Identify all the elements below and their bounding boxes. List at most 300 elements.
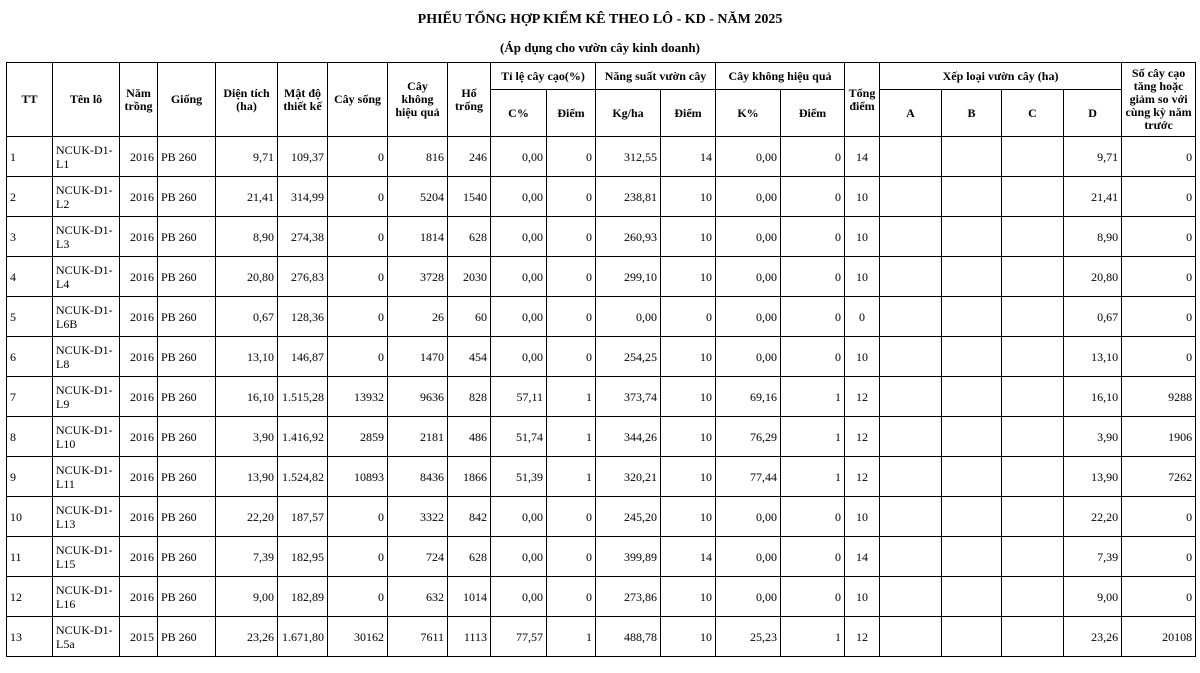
cell-ho-trong: 60 xyxy=(448,297,491,337)
cell-ho-trong: 842 xyxy=(448,497,491,537)
cell-dien-tich: 23,26 xyxy=(216,617,278,657)
cell-c-pct: 0,00 xyxy=(491,177,547,217)
document-title: PHIẾU TỔNG HỢP KIỂM KÊ THEO LÔ - KD - NĂM 2025 xyxy=(417,12,783,27)
cell-dien-tich: 9,00 xyxy=(216,577,278,617)
cell-grade-d: 9,71 xyxy=(1064,137,1122,177)
cell-ten-lo: NCUK-D1-L16 xyxy=(53,577,120,617)
cell-diem-c: 0 xyxy=(547,497,596,537)
cell-dien-tich: 21,41 xyxy=(216,177,278,217)
cell-ten-lo: NCUK-D1-L8 xyxy=(53,337,120,377)
document-subtitle: (Áp dụng cho vườn cây kinh doanh) xyxy=(500,40,700,55)
cell-grade-d: 7,39 xyxy=(1064,537,1122,577)
cell-diem-c: 0 xyxy=(547,137,596,177)
cell-grade-b xyxy=(942,417,1002,457)
cell-grade-a xyxy=(880,537,942,577)
cell-tong-diem: 10 xyxy=(845,577,880,617)
cell-ten-lo: NCUK-D1-L9 xyxy=(53,377,120,417)
cell-ten-lo: NCUK-D1-L3 xyxy=(53,217,120,257)
cell-diem-c: 0 xyxy=(547,537,596,577)
cell-cay-khq: 3322 xyxy=(388,497,448,537)
cell-grade-d: 13,10 xyxy=(1064,337,1122,377)
cell-grade-a xyxy=(880,177,942,217)
cell-nam-trong: 2016 xyxy=(120,537,158,577)
cell-ho-trong: 1540 xyxy=(448,177,491,217)
cell-grade-b xyxy=(942,377,1002,417)
cell-diem-c: 1 xyxy=(547,457,596,497)
table-row xyxy=(7,497,1196,537)
cell-giong: PB 260 xyxy=(158,417,216,457)
header-diem-c: Điểm xyxy=(547,90,596,137)
cell-nam-trong: 2016 xyxy=(120,257,158,297)
cell-ho-trong: 454 xyxy=(448,337,491,377)
cell-diem-c: 1 xyxy=(547,377,596,417)
cell-kg-ha: 312,55 xyxy=(596,137,661,177)
cell-dien-tich: 13,10 xyxy=(216,337,278,377)
cell-mat-do: 1.416,92 xyxy=(278,417,328,457)
header-cay-khong-hq: Cây không hiệu quả xyxy=(716,63,845,90)
cell-cay-song: 10893 xyxy=(328,457,388,497)
cell-grade-c xyxy=(1002,137,1064,177)
cell-k-pct: 0,00 xyxy=(716,497,781,537)
cell-giong: PB 260 xyxy=(158,297,216,337)
cell-cay-khq: 9636 xyxy=(388,377,448,417)
cell-grade-b xyxy=(942,577,1002,617)
cell-grade-b xyxy=(942,537,1002,577)
cell-cay-song: 0 xyxy=(328,297,388,337)
cell-tong-diem: 12 xyxy=(845,617,880,657)
cell-giong: PB 260 xyxy=(158,377,216,417)
cell-grade-d: 13,90 xyxy=(1064,457,1122,497)
table-row xyxy=(7,177,1196,217)
cell-cay-song: 0 xyxy=(328,177,388,217)
cell-kg-ha: 373,74 xyxy=(596,377,661,417)
cell-giong: PB 260 xyxy=(158,457,216,497)
cell-cay-khq: 632 xyxy=(388,577,448,617)
cell-diem-kg: 10 xyxy=(661,257,716,297)
cell-kg-ha: 245,20 xyxy=(596,497,661,537)
cell-dien-tich: 22,20 xyxy=(216,497,278,537)
cell-cay-song: 0 xyxy=(328,137,388,177)
cell-tong-diem: 10 xyxy=(845,337,880,377)
cell-kg-ha: 488,78 xyxy=(596,617,661,657)
table-row xyxy=(7,457,1196,497)
cell-tt: 1 xyxy=(7,137,53,177)
cell-grade-c xyxy=(1002,617,1064,657)
cell-cay-khq: 7611 xyxy=(388,617,448,657)
cell-cay-khq: 1470 xyxy=(388,337,448,377)
cell-grade-a xyxy=(880,257,942,297)
cell-c-pct: 0,00 xyxy=(491,497,547,537)
cell-tong-diem: 12 xyxy=(845,417,880,457)
cell-tong-diem: 12 xyxy=(845,377,880,417)
cell-diem-kg: 10 xyxy=(661,217,716,257)
cell-diem-k: 0 xyxy=(781,337,845,377)
cell-kg-ha: 260,93 xyxy=(596,217,661,257)
cell-ten-lo: NCUK-D1-L2 xyxy=(53,177,120,217)
header-tt: TT xyxy=(7,63,53,137)
cell-grade-c xyxy=(1002,457,1064,497)
cell-dien-tich: 9,71 xyxy=(216,137,278,177)
table-row xyxy=(7,617,1196,657)
cell-grade-a xyxy=(880,617,942,657)
cell-tong-diem: 10 xyxy=(845,177,880,217)
header-so-cay-cao: Số cây cạo tăng hoặc giảm so với cùng kỳ năm trước xyxy=(1122,63,1196,137)
cell-grade-c xyxy=(1002,257,1064,297)
cell-diem-c: 0 xyxy=(547,577,596,617)
cell-tong-diem: 0 xyxy=(845,297,880,337)
cell-mat-do: 314,99 xyxy=(278,177,328,217)
cell-tt: 4 xyxy=(7,257,53,297)
cell-diem-k: 0 xyxy=(781,257,845,297)
cell-diem-k: 0 xyxy=(781,297,845,337)
cell-grade-a xyxy=(880,337,942,377)
cell-kg-ha: 254,25 xyxy=(596,337,661,377)
cell-grade-d: 23,26 xyxy=(1064,617,1122,657)
cell-mat-do: 128,36 xyxy=(278,297,328,337)
cell-ten-lo: NCUK-D1-L13 xyxy=(53,497,120,537)
cell-tt: 6 xyxy=(7,337,53,377)
cell-cay-khq: 1814 xyxy=(388,217,448,257)
cell-diem-c: 0 xyxy=(547,257,596,297)
cell-nam-trong: 2016 xyxy=(120,497,158,537)
header-nam-trong: Năm trồng xyxy=(120,63,158,137)
table-row xyxy=(7,417,1196,457)
cell-cay-song: 13932 xyxy=(328,377,388,417)
cell-k-pct: 0,00 xyxy=(716,297,781,337)
cell-ho-trong: 1014 xyxy=(448,577,491,617)
cell-mat-do: 1.515,28 xyxy=(278,377,328,417)
cell-so-cay-cao: 0 xyxy=(1122,137,1196,177)
cell-ten-lo: NCUK-D1-L4 xyxy=(53,257,120,297)
cell-so-cay-cao: 0 xyxy=(1122,577,1196,617)
cell-giong: PB 260 xyxy=(158,137,216,177)
cell-cay-khq: 5204 xyxy=(388,177,448,217)
cell-k-pct: 0,00 xyxy=(716,137,781,177)
cell-diem-kg: 14 xyxy=(661,537,716,577)
cell-c-pct: 57,11 xyxy=(491,377,547,417)
cell-mat-do: 274,38 xyxy=(278,217,328,257)
cell-ho-trong: 1113 xyxy=(448,617,491,657)
cell-diem-c: 0 xyxy=(547,297,596,337)
cell-tt: 8 xyxy=(7,417,53,457)
cell-k-pct: 0,00 xyxy=(716,217,781,257)
cell-diem-kg: 14 xyxy=(661,137,716,177)
cell-grade-a xyxy=(880,377,942,417)
cell-nam-trong: 2016 xyxy=(120,297,158,337)
cell-grade-c xyxy=(1002,417,1064,457)
cell-grade-a xyxy=(880,497,942,537)
cell-grade-c xyxy=(1002,377,1064,417)
cell-diem-c: 1 xyxy=(547,617,596,657)
cell-dien-tich: 3,90 xyxy=(216,417,278,457)
cell-mat-do: 182,95 xyxy=(278,537,328,577)
header-grade-d: D xyxy=(1064,90,1122,137)
cell-c-pct: 0,00 xyxy=(491,537,547,577)
cell-c-pct: 51,74 xyxy=(491,417,547,457)
header-ten-lo: Tên lô xyxy=(53,63,120,137)
cell-diem-k: 0 xyxy=(781,577,845,617)
cell-tong-diem: 10 xyxy=(845,257,880,297)
cell-mat-do: 182,89 xyxy=(278,577,328,617)
cell-nam-trong: 2016 xyxy=(120,417,158,457)
cell-grade-b xyxy=(942,257,1002,297)
cell-grade-b xyxy=(942,297,1002,337)
cell-ho-trong: 2030 xyxy=(448,257,491,297)
cell-diem-kg: 10 xyxy=(661,377,716,417)
cell-c-pct: 0,00 xyxy=(491,577,547,617)
cell-mat-do: 146,87 xyxy=(278,337,328,377)
cell-ho-trong: 1866 xyxy=(448,457,491,497)
cell-tt: 3 xyxy=(7,217,53,257)
cell-cay-khq: 2181 xyxy=(388,417,448,457)
header-nang-suat: Năng suất vườn cây xyxy=(596,63,716,90)
cell-diem-k: 1 xyxy=(781,417,845,457)
header-c-pct: C% xyxy=(491,90,547,137)
cell-kg-ha: 344,26 xyxy=(596,417,661,457)
cell-c-pct: 77,57 xyxy=(491,617,547,657)
cell-cay-song: 0 xyxy=(328,257,388,297)
cell-grade-d: 16,10 xyxy=(1064,377,1122,417)
cell-ten-lo: NCUK-D1-L1 xyxy=(53,137,120,177)
table-row xyxy=(7,577,1196,617)
cell-grade-c xyxy=(1002,177,1064,217)
cell-so-cay-cao: 0 xyxy=(1122,537,1196,577)
cell-mat-do: 109,37 xyxy=(278,137,328,177)
cell-diem-kg: 10 xyxy=(661,177,716,217)
cell-ten-lo: NCUK-D1-L15 xyxy=(53,537,120,577)
cell-k-pct: 0,00 xyxy=(716,577,781,617)
cell-mat-do: 187,57 xyxy=(278,497,328,537)
table-row xyxy=(7,217,1196,257)
cell-nam-trong: 2015 xyxy=(120,617,158,657)
header-giong: Giống xyxy=(158,63,216,137)
cell-so-cay-cao: 0 xyxy=(1122,177,1196,217)
cell-k-pct: 0,00 xyxy=(716,337,781,377)
cell-cay-song: 0 xyxy=(328,217,388,257)
cell-ho-trong: 486 xyxy=(448,417,491,457)
header-k-pct: K% xyxy=(716,90,781,137)
cell-so-cay-cao: 0 xyxy=(1122,497,1196,537)
cell-diem-kg: 10 xyxy=(661,497,716,537)
header-grade-b: B xyxy=(942,90,1002,137)
cell-tong-diem: 14 xyxy=(845,537,880,577)
header-kg-ha: Kg/ha xyxy=(596,90,661,137)
table-row xyxy=(7,337,1196,377)
cell-k-pct: 0,00 xyxy=(716,257,781,297)
cell-tong-diem: 14 xyxy=(845,137,880,177)
cell-so-cay-cao: 0 xyxy=(1122,297,1196,337)
cell-k-pct: 69,16 xyxy=(716,377,781,417)
cell-kg-ha: 320,21 xyxy=(596,457,661,497)
cell-grade-a xyxy=(880,457,942,497)
cell-kg-ha: 399,89 xyxy=(596,537,661,577)
cell-giong: PB 260 xyxy=(158,217,216,257)
cell-tong-diem: 10 xyxy=(845,497,880,537)
header-xep-loai: Xếp loại vườn cây (ha) xyxy=(880,63,1122,90)
cell-so-cay-cao: 0 xyxy=(1122,257,1196,297)
cell-k-pct: 76,29 xyxy=(716,417,781,457)
cell-k-pct: 25,23 xyxy=(716,617,781,657)
cell-grade-b xyxy=(942,617,1002,657)
cell-nam-trong: 2016 xyxy=(120,137,158,177)
cell-grade-c xyxy=(1002,337,1064,377)
cell-cay-song: 0 xyxy=(328,497,388,537)
cell-c-pct: 0,00 xyxy=(491,297,547,337)
cell-diem-k: 1 xyxy=(781,617,845,657)
cell-grade-d: 20,80 xyxy=(1064,257,1122,297)
cell-grade-d: 9,00 xyxy=(1064,577,1122,617)
cell-so-cay-cao: 7262 xyxy=(1122,457,1196,497)
cell-grade-d: 22,20 xyxy=(1064,497,1122,537)
cell-grade-c xyxy=(1002,577,1064,617)
cell-grade-b xyxy=(942,497,1002,537)
cell-dien-tich: 7,39 xyxy=(216,537,278,577)
cell-tt: 2 xyxy=(7,177,53,217)
cell-cay-song: 0 xyxy=(328,537,388,577)
cell-c-pct: 0,00 xyxy=(491,137,547,177)
cell-c-pct: 0,00 xyxy=(491,257,547,297)
cell-tt: 9 xyxy=(7,457,53,497)
cell-cay-khq: 3728 xyxy=(388,257,448,297)
cell-ho-trong: 246 xyxy=(448,137,491,177)
cell-nam-trong: 2016 xyxy=(120,457,158,497)
cell-grade-c xyxy=(1002,297,1064,337)
header-cay-song: Cây sống xyxy=(328,63,388,137)
cell-diem-c: 1 xyxy=(547,417,596,457)
cell-so-cay-cao: 20108 xyxy=(1122,617,1196,657)
cell-diem-kg: 10 xyxy=(661,577,716,617)
cell-ho-trong: 628 xyxy=(448,217,491,257)
cell-c-pct: 51,39 xyxy=(491,457,547,497)
cell-tong-diem: 12 xyxy=(845,457,880,497)
cell-tt: 5 xyxy=(7,297,53,337)
header-tong-diem: Tổng điểm xyxy=(845,63,880,137)
cell-tt: 12 xyxy=(7,577,53,617)
header-dien-tich: Diện tích (ha) xyxy=(216,63,278,137)
cell-cay-song: 0 xyxy=(328,577,388,617)
cell-cay-khq: 26 xyxy=(388,297,448,337)
cell-cay-song: 2859 xyxy=(328,417,388,457)
cell-diem-c: 0 xyxy=(547,177,596,217)
header-grade-a: A xyxy=(880,90,942,137)
cell-diem-k: 0 xyxy=(781,497,845,537)
cell-cay-khq: 8436 xyxy=(388,457,448,497)
cell-giong: PB 260 xyxy=(158,577,216,617)
cell-diem-kg: 10 xyxy=(661,457,716,497)
cell-grade-b xyxy=(942,177,1002,217)
cell-diem-k: 0 xyxy=(781,537,845,577)
cell-giong: PB 260 xyxy=(158,537,216,577)
table-row xyxy=(7,257,1196,297)
header-grade-c: C xyxy=(1002,90,1064,137)
cell-c-pct: 0,00 xyxy=(491,337,547,377)
cell-nam-trong: 2016 xyxy=(120,577,158,617)
cell-k-pct: 0,00 xyxy=(716,537,781,577)
cell-grade-c xyxy=(1002,497,1064,537)
cell-grade-d: 3,90 xyxy=(1064,417,1122,457)
cell-diem-kg: 10 xyxy=(661,337,716,377)
cell-giong: PB 260 xyxy=(158,177,216,217)
cell-ho-trong: 828 xyxy=(448,377,491,417)
inventory-table xyxy=(6,62,1196,657)
cell-cay-khq: 816 xyxy=(388,137,448,177)
cell-grade-d: 21,41 xyxy=(1064,177,1122,217)
cell-grade-c xyxy=(1002,217,1064,257)
header-ho-trong: Hố trống xyxy=(448,63,491,137)
cell-kg-ha: 0,00 xyxy=(596,297,661,337)
cell-diem-c: 0 xyxy=(547,337,596,377)
cell-grade-a xyxy=(880,137,942,177)
cell-diem-k: 0 xyxy=(781,217,845,257)
table-body xyxy=(7,137,1196,657)
cell-tt: 11 xyxy=(7,537,53,577)
cell-grade-b xyxy=(942,137,1002,177)
cell-tong-diem: 10 xyxy=(845,217,880,257)
cell-giong: PB 260 xyxy=(158,337,216,377)
cell-nam-trong: 2016 xyxy=(120,217,158,257)
cell-nam-trong: 2016 xyxy=(120,337,158,377)
cell-tt: 13 xyxy=(7,617,53,657)
cell-c-pct: 0,00 xyxy=(491,217,547,257)
cell-grade-a xyxy=(880,297,942,337)
cell-grade-d: 0,67 xyxy=(1064,297,1122,337)
cell-dien-tich: 16,10 xyxy=(216,377,278,417)
cell-cay-song: 0 xyxy=(328,337,388,377)
cell-k-pct: 0,00 xyxy=(716,177,781,217)
cell-kg-ha: 238,81 xyxy=(596,177,661,217)
table-row xyxy=(7,137,1196,177)
cell-grade-d: 8,90 xyxy=(1064,217,1122,257)
cell-kg-ha: 273,86 xyxy=(596,577,661,617)
cell-diem-kg: 0 xyxy=(661,297,716,337)
cell-so-cay-cao: 0 xyxy=(1122,337,1196,377)
header-cay-khq: Cây không hiệu quả xyxy=(388,63,448,137)
cell-diem-c: 0 xyxy=(547,217,596,257)
cell-diem-k: 1 xyxy=(781,457,845,497)
cell-grade-a xyxy=(880,217,942,257)
cell-so-cay-cao: 0 xyxy=(1122,217,1196,257)
cell-k-pct: 77,44 xyxy=(716,457,781,497)
cell-diem-k: 0 xyxy=(781,177,845,217)
header-diem-kg: Điểm xyxy=(661,90,716,137)
cell-dien-tich: 20,80 xyxy=(216,257,278,297)
cell-so-cay-cao: 9288 xyxy=(1122,377,1196,417)
cell-diem-kg: 10 xyxy=(661,617,716,657)
cell-grade-b xyxy=(942,337,1002,377)
cell-ten-lo: NCUK-D1-L10 xyxy=(53,417,120,457)
table-row xyxy=(7,297,1196,337)
cell-grade-a xyxy=(880,417,942,457)
cell-giong: PB 260 xyxy=(158,257,216,297)
table-row xyxy=(7,377,1196,417)
cell-kg-ha: 299,10 xyxy=(596,257,661,297)
cell-dien-tich: 13,90 xyxy=(216,457,278,497)
cell-ten-lo: NCUK-D1-L5a xyxy=(53,617,120,657)
cell-ho-trong: 628 xyxy=(448,537,491,577)
cell-grade-b xyxy=(942,457,1002,497)
header-diem-k: Điểm xyxy=(781,90,845,137)
cell-diem-kg: 10 xyxy=(661,417,716,457)
cell-giong: PB 260 xyxy=(158,617,216,657)
cell-nam-trong: 2016 xyxy=(120,377,158,417)
cell-grade-c xyxy=(1002,537,1064,577)
cell-grade-b xyxy=(942,217,1002,257)
header-mat-do: Mật độ thiết kế xyxy=(278,63,328,137)
cell-dien-tich: 0,67 xyxy=(216,297,278,337)
cell-diem-k: 1 xyxy=(781,377,845,417)
cell-tt: 10 xyxy=(7,497,53,537)
cell-mat-do: 276,83 xyxy=(278,257,328,297)
